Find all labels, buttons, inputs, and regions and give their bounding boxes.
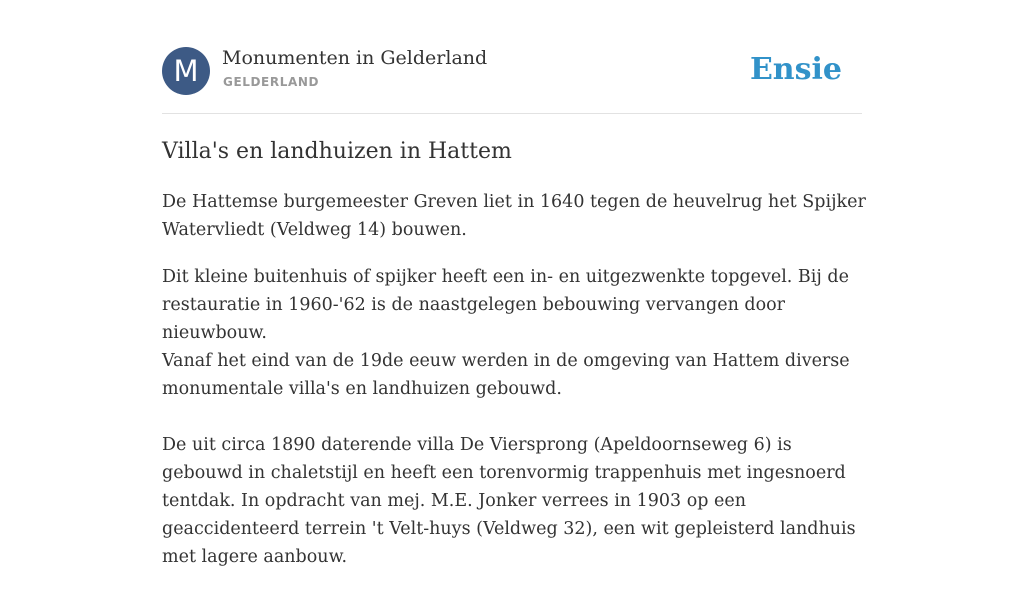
channel-subtitle: GELDERLAND	[223, 75, 320, 89]
article-paragraph-2: Dit kleine buitenhuis of spijker heeft een in- en uitgezwenkte topgevel. Bij de restauratie in 1960-'62 is de naastgelegen bebouwing vervangen door nieuwbouw. Vanaf het eind van de 19de eeuw werden in de omgeving van Hattem diverse monumentale villa's en landhuizen gebouwd. De uit circa 1890 daterende villa De Viersprong (Apeldoornseweg 6) is gebouwd in chaletstijl en heeft een torenvormig trappenhuis met ingesnoerd tentdak. In opdracht van mej. M.E. Jonker verrees in 1903 op een geaccidenteerd terrein 't Velt-huys (Veldweg 32), een wit gepleisterd landhuis met lagere aanbouw.	[162, 267, 856, 567]
article	[162, 136, 872, 590]
brand-logo[interactable]: Ensie	[749, 52, 842, 87]
header-divider	[162, 113, 862, 114]
article-paragraph-1: De Hattemse burgemeester Greven liet in 1640 tegen de heuvelrug het Spijker Watervliedt (Veldweg 14) bouwen.	[162, 192, 866, 240]
channel-header	[162, 46, 862, 96]
avatar[interactable]: M	[162, 47, 210, 95]
article-title: Villa's en landhuizen in Hattem	[162, 139, 512, 164]
channel-title[interactable]: Monumenten in Gelderland	[222, 47, 488, 69]
